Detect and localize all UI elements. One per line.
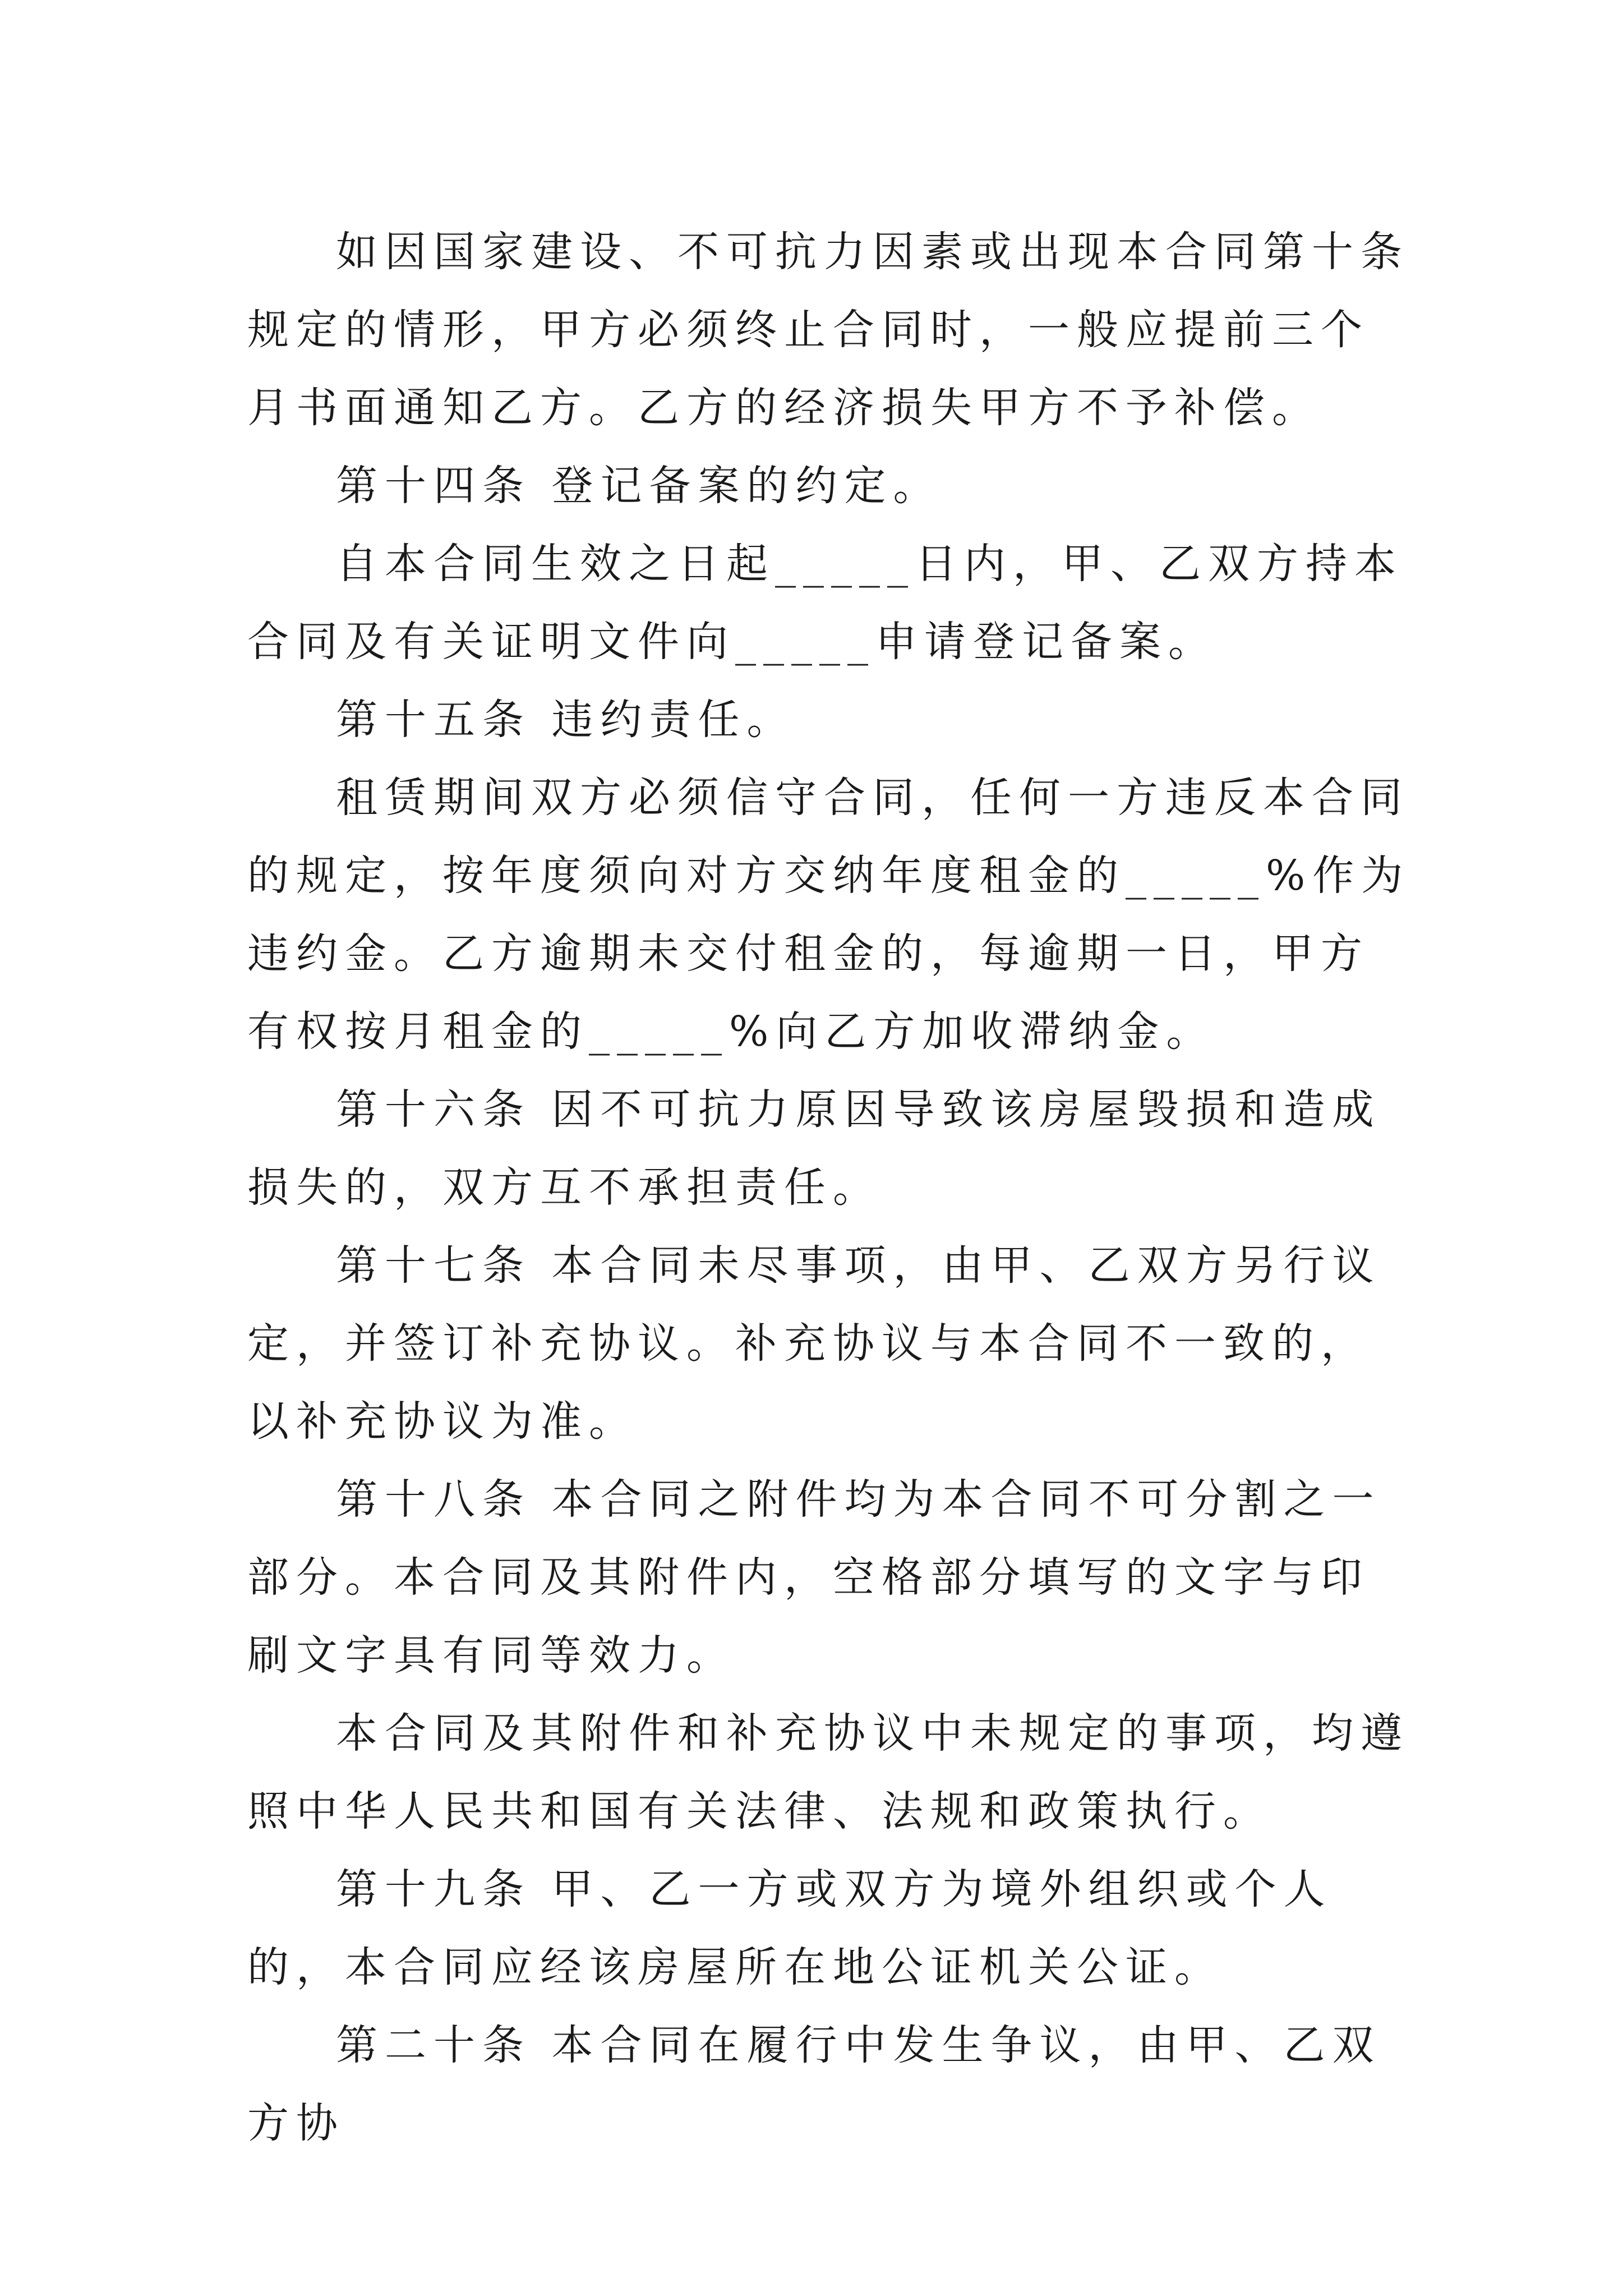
paragraph-article-14-heading: 第十四条 登记备案的约定。 <box>336 462 942 510</box>
paragraph-termination-notice: 如因国家建设、不可抗力因素或出现本合同第十条规定的情形，甲方必须终止合同时，一般应提前三个月书面通知乙方。乙方的经济损失甲方不予补偿。 <box>247 228 1409 432</box>
paragraph-article-20: 第二十条 本合同在履行中发生争议，由甲、乙双方协 <box>247 2021 1381 2147</box>
document-body <box>247 213 1414 2162</box>
paragraph-article-16: 第十六条 因不可抗力原因导致该房屋毁损和造成损失的，双方互不承担责任。 <box>247 1085 1381 1212</box>
paragraph-applicable-law: 本合同及其附件和补充协议中未规定的事项，均遵照中华人民共和国有关法律、法规和政策执行。 <box>247 1709 1409 1835</box>
paragraph-article-17: 第十七条 本合同未尽事项，由甲、乙双方另行议定，并签订补充协议。补充协议与本合同不一致的，以补充协议为准。 <box>247 1241 1381 1446</box>
paragraph-article-19: 第十九条 甲、乙一方或双方为境外组织或个人的，本合同应经该房屋所在地公证机关公证。 <box>247 1865 1332 1991</box>
paragraph-article-15-heading: 第十五条 违约责任。 <box>336 696 796 744</box>
paragraph-registration-filing: 自本合同生效之日起_____日内，甲、乙双方持本合同及有关证明文件向_____申请登记备案。 <box>247 540 1403 666</box>
paragraph-article-18: 第十八条 本合同之附件均为本合同不可分割之一部分。本合同及其附件内，空格部分填写的文字与印刷文字具有同等效力。 <box>247 1475 1381 1680</box>
paragraph-breach-liability: 租赁期间双方必须信守合同，任何一方违反本合同的规定，按年度须向对方交纳年度租金的_____%作为违约金。乙方逾期未交付租金的，每逾期一日，甲方有权按月租金的_____%向乙方加收滞纳金。 <box>247 774 1410 1056</box>
